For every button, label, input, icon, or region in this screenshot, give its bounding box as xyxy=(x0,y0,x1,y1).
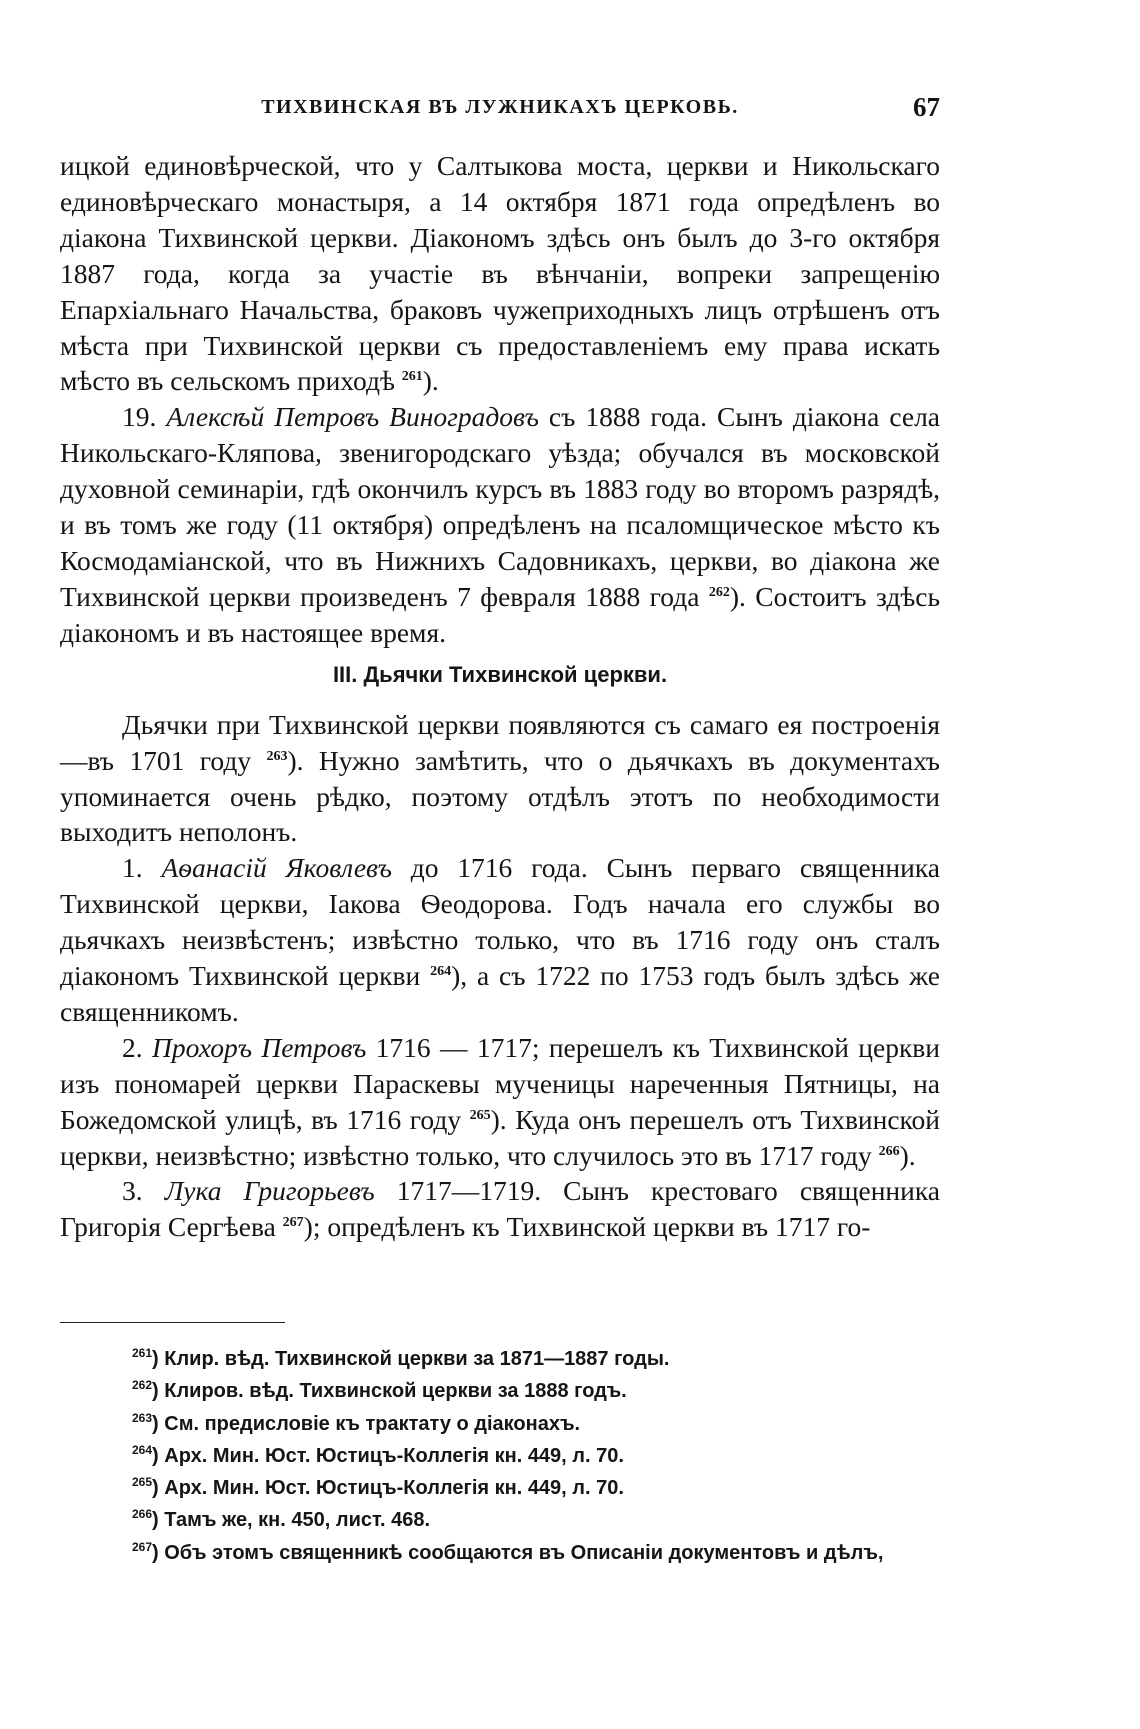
entry-number: 19. xyxy=(122,401,157,433)
footnote xyxy=(60,1472,940,1504)
footnote-ref: 262 xyxy=(708,584,730,600)
paragraph-entry-19 xyxy=(60,399,940,650)
paragraph-text: ицкой единовѣрческой, что у Салтыкова моста, церкви и Никольскаго единовѣрческаго монастыря, а 14 октября 1871 года опредѣленъ во діакона Тихвинской церкви. Діакономъ здѣсь онъ былъ до 3-го октября 1887 года, когда за участіе въ вѣнчаніи, вопреки запрещенію Епархіальнаго Начальства, браковъ чужеприходныхъ лицъ отрѣшенъ отъ мѣста при Тихвинской церкви съ предоставленіемъ ему права искать мѣсто въ сельскомъ приходѣ xyxy=(60,150,940,397)
footnote-text: ) Арх. Мин. Юст. Юстицъ-Коллегія кн. 449, л. 70. xyxy=(152,1477,624,1500)
footnote-number: 266 xyxy=(132,1507,153,1522)
footnote-text: ) Арх. Мин. Юст. Юстицъ-Коллегія кн. 449, л. 70. xyxy=(152,1444,624,1467)
paragraph-entry-1 xyxy=(60,850,940,1030)
paragraph-text: ). xyxy=(899,1139,916,1171)
footnote-ref: 264 xyxy=(430,964,452,980)
footnote-number: 265 xyxy=(132,1475,153,1490)
footnote xyxy=(60,1504,940,1536)
footnote-text: ) Клиров. вѣд. Тихвинской церкви за 1888 годъ. xyxy=(152,1380,627,1403)
footnote-text: ) Объ этомъ священникѣ сообщаются въ Описаніи документовъ и дѣлъ, xyxy=(152,1541,884,1564)
footnote-divider xyxy=(60,1322,285,1323)
paragraph-deacon-continued xyxy=(60,148,940,399)
paragraph-text: ). xyxy=(422,365,439,397)
footnote-number: 262 xyxy=(132,1378,153,1393)
footnote xyxy=(60,1537,940,1569)
paragraph-text: ). Куда онъ перешелъ отъ Тихвинской церкви, неизвѣстно; извѣстно только, что случилось это въ 1717 году xyxy=(60,1103,940,1171)
paragraph-text: съ 1888 года. Сынъ діакона села Никольскаго-Кляпова, звенигородскаго уѣзда; обучался въ московской духовной семинаріи, гдѣ окончилъ курсъ въ 1883 году во второмъ разрядѣ, и въ томъ же году (11 октября) опредѣленъ на псаломщическое мѣсто къ Космодаміанской, что въ Нижнихъ Садовникахъ, церкви, во діакона же Тихвинской церкви произведенъ 7 февраля 1888 года xyxy=(60,401,940,612)
person-name: Аѳанасій Яковлевъ xyxy=(161,852,392,884)
footnote-ref: 261 xyxy=(401,369,423,385)
footnote xyxy=(60,1343,940,1375)
footnote-number: 264 xyxy=(132,1442,153,1457)
paragraph-section-intro xyxy=(60,707,940,851)
page-number: 67 xyxy=(913,92,940,122)
paragraph-entry-2 xyxy=(60,1030,940,1174)
running-header xyxy=(60,92,940,132)
footnote-ref: 266 xyxy=(878,1143,900,1159)
paragraph-text: ). Нужно замѣтить, что о дьячкахъ въ документахъ упоминается очень рѣдко, поэтому отдѣлъ этотъ по необходимости выходитъ неполонъ. xyxy=(60,744,940,848)
footnote-ref: 263 xyxy=(266,748,288,764)
footnote xyxy=(60,1440,940,1472)
footnote-ref: 267 xyxy=(282,1215,304,1231)
footnote-text: ) См. предисловіе къ трактату о діаконахъ. xyxy=(152,1412,581,1435)
entry-number: 2. xyxy=(122,1031,143,1063)
paragraph-text: ). Состоитъ здѣсь діакономъ и въ настоящее время. xyxy=(60,580,941,648)
footnote-number: 267 xyxy=(132,1539,153,1554)
paragraph-text: 1716 — 1717; перешелъ къ Тихвинской церкви изъ пономарей церкви Параскевы мученицы нареченныя Пятницы, на Божедомской улицѣ, въ 1716 году xyxy=(60,1031,941,1135)
footnote-text: ) Тамъ же, кн. 450, лист. 468. xyxy=(152,1509,431,1532)
person-name: Прохоръ Петровъ xyxy=(151,1031,367,1063)
paragraph-text: Дьячки при Тихвинской церкви появляются съ самаго ея построенія—въ 1701 году xyxy=(60,708,940,776)
footnote-text: ) Клир. вѣд. Тихвинской церкви за 1871—1887 годы. xyxy=(152,1348,670,1370)
running-title: ТИХВИНСКАЯ ВЪ ЛУЖНИКАХЪ ЦЕРКОВЬ. xyxy=(261,96,739,118)
entry-number: 1. xyxy=(122,852,143,884)
footnotes xyxy=(60,1343,940,1569)
person-name: Лука Григорьевъ xyxy=(164,1175,375,1207)
paragraph-text: 1717—1719. Сынъ крестоваго священника Григорія Сергѣева xyxy=(60,1175,941,1243)
footnote xyxy=(60,1375,940,1407)
paragraph-text: ); опредѣленъ къ Тихвинской церкви въ 1717 го- xyxy=(303,1211,871,1243)
footnote-number: 261 xyxy=(132,1346,153,1360)
paragraph-text: ), а съ 1722 по 1753 годъ былъ здѣсь же священникомъ. xyxy=(60,960,940,1027)
person-name: Алексѣй Петровъ Виноградовъ xyxy=(166,401,539,433)
entry-number: 3. xyxy=(122,1175,143,1207)
paragraph-entry-3 xyxy=(60,1173,940,1245)
section-heading: III. Дьячки Тихвинской церкви. xyxy=(332,661,668,687)
footnote-number: 263 xyxy=(132,1410,153,1425)
footnote-ref: 265 xyxy=(469,1107,491,1123)
footnote xyxy=(60,1408,940,1440)
paragraph-text: до 1716 года. Сынъ перваго священника Тихвинской церкви, Іакова Ѳеодорова. Годъ начала его службы во дьячкахъ неизвѣстенъ; извѣстно только, что въ 1716 году онъ сталъ діакономъ Тихвинской церкви xyxy=(60,852,940,992)
body-text xyxy=(60,148,940,1245)
